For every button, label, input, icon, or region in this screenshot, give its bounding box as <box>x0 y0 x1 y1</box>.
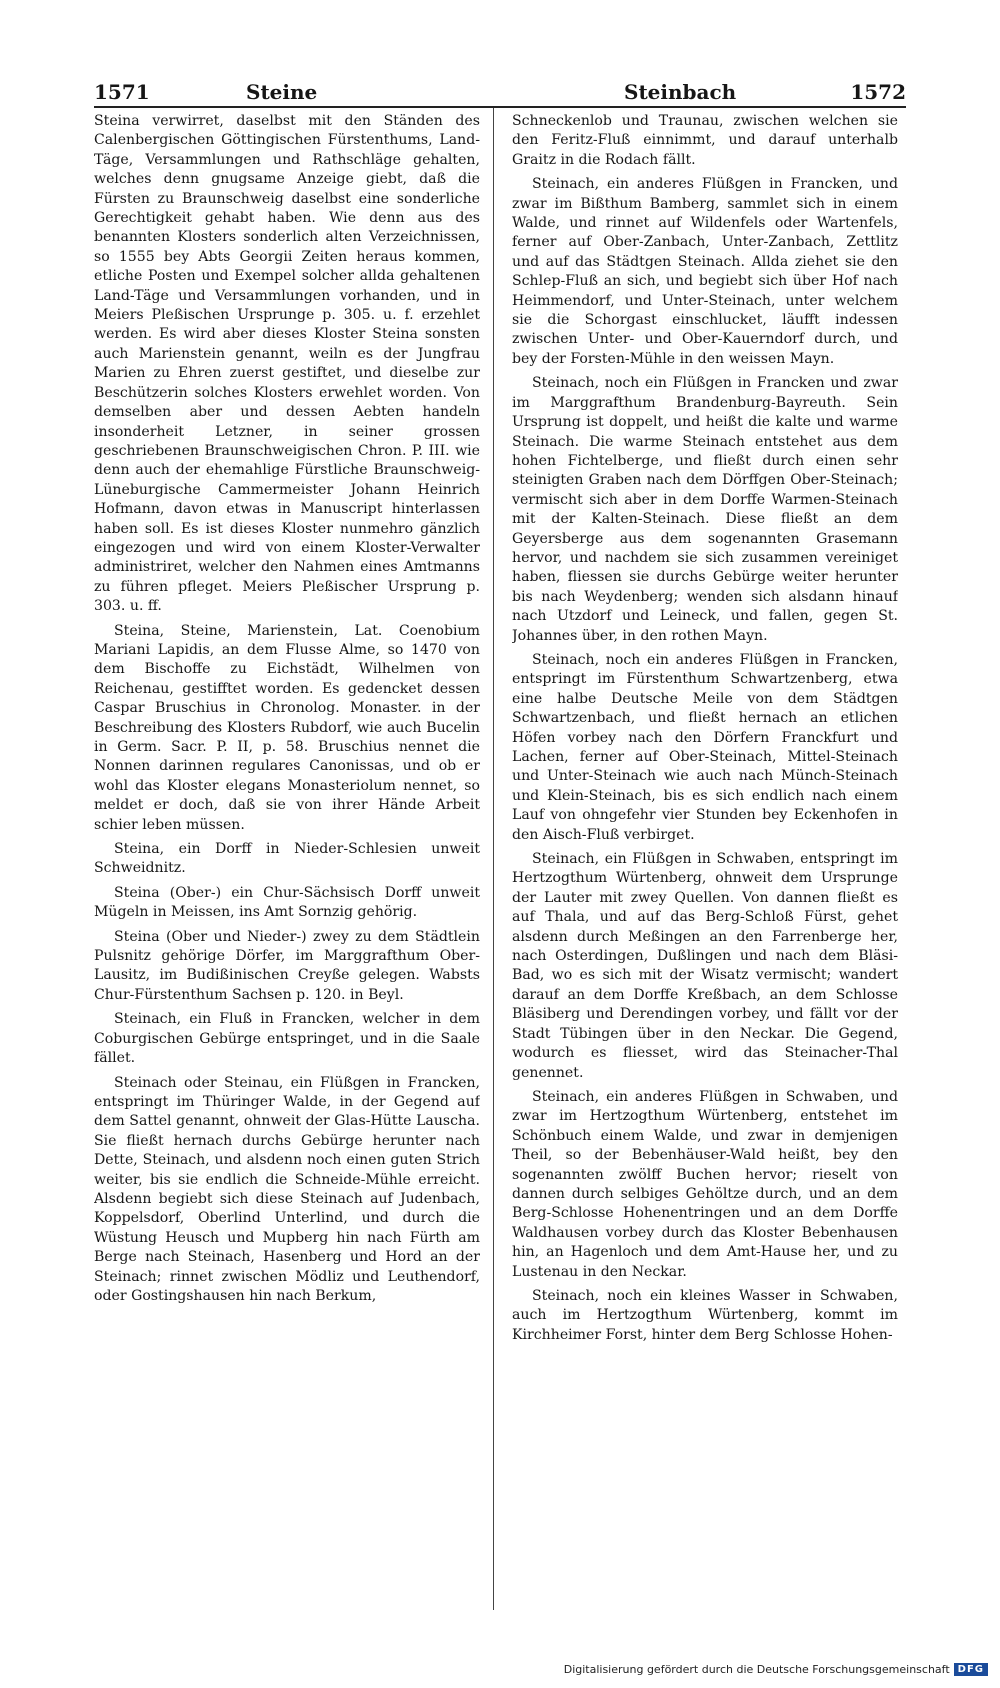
page-number-right: 1572 <box>850 80 906 104</box>
entry-paragraph: Steina, ein Dorff in Nieder-Schlesien unweit Schweidnitz. <box>94 841 480 877</box>
entry-paragraph: Steinach, noch ein kleines Wasser in Schwaben, auch im Hertzogthum Würtenberg, kommt im Kirchheimer Forst, hinter dem Berg Schlosse Hohen- <box>512 1287 898 1343</box>
digitization-credit <box>564 1663 988 1676</box>
column-divider <box>493 108 494 1610</box>
entry-paragraph: Steinach, ein Flüßgen in Schwaben, entspringt im Hertzogthum Würtenberg, ohnweit dem Ursprunge der Lauter mit zwey Quellen. Von dannen fließt es auf Thala, und auf das Berg-Schloß Fürst, gehet alsdenn durch Meßingen an den Farrenberge her, nach Osterdingen, Dußlingen und nach dem Bläsi-Bad, wo es sich mit der Wisatz vermischt; wandert darauf an dem Dorffe Kreßbach, an dem Schlosse Bläsiberg und Derendingen vorbey, und fällt vor der Stadt Tübingen über in den Neckar. Die Gegend, wodurch es fliesset, wird das Steinacher-Thal genennet. <box>512 851 898 1081</box>
running-title-left: Steine <box>246 80 318 104</box>
entry-paragraph: Steina verwirret, daselbst mit den Ständen des Calenbergischen Göttingischen Fürstenthums, Land-Täge, Versammlungen und Rathschläge gehalten, welches denn gnugsame Anzeige giebt, daß die Fürsten zu Braunschweig daselbst eine sonderliche Gerechtigkeit gehabt haben. Wie denn aus des benannten Klosters sonderlich alten Verzeichnissen, so 1555 bey Abts Georgii Zeiten heraus kommen, etliche Posten und Exempel solcher allda gehaltenen Land-Täge und Versammlungen vorhanden, und in Meiers Pleßischen Ursprunge p. 305. u. f. erzehlet werden. Es wird aber dieses Kloster Steina sonsten auch Marienstein genannt, weiln es der Jungfrau Marien zu Ehren zuerst gestiftet, und dieselbe zur Beschützerin solches Klosters erwehlet worden. Von demselben aber und dessen Aebten handeln insonderheit Letzner, in seiner grossen geschriebenen Braunschweigischen Chron. P. III. wie denn auch der ehemahlige Fürstliche Braunschweig-Lüneburgische Cammermeister Johann Heinrich Hofmann, davon etwas in Manuscript hinterlassen haben soll. Es ist dieses Kloster nunmehro gänzlich eingezogen und wird von einem Kloster-Verwalter administriret, welcher den Nahmen eines Amtmanns zu führen pfleget. Meiers Pleßischer Ursprung p. 303. u. ff. <box>94 113 480 615</box>
page-number-left: 1571 <box>94 80 150 104</box>
entry-paragraph: Steinach oder Steinau, ein Flüßgen in Francken, entspringt im Thüringer Walde, in der Gegend auf dem Sattel genannt, ohnweit der Glas-Hütte Lauscha. Sie fließt hernach durchs Gebürge herunter nach Dette, Steinach, und alsdenn noch einen guten Strich weiter, bis sie endlich die Schneide-Mühle erreicht. Alsdenn begiebt sich diese Steinach auf Judenbach, Koppelsdorf, Oberlind Unterlind, und durch die Wüstung Heusch und Mupberg hin nach Fürth am Berge nach Steinach, Hasenberg und Hord an der Steinach; rinnet zwischen Mödliz und Leuthendorf, oder Gostingshausen hin nach Berkum, <box>94 1074 480 1304</box>
entry-paragraph: Steinach, noch ein Flüßgen in Francken und zwar im Marggrafthum Brandenburg-Bayreuth. Sein Ursprung ist doppelt, und heißt die kalte und warme Steinach. Die warme Steinach entstehet aus dem hohen Fichtelberge, und fließt durch einen sehr steinigten Graben nach dem Dörffgen Ober-Steinach; vermischt sich aber in dem Dorffe Warmen-Steinach mit der Kalten-Steinach. Diese fließt an dem Geyersberge aus dem sogenannten Grasemann hervor, und nachdem sie sich zusammen vereiniget haben, fliessen sie durchs Gebürge weiter herunter bis nach Weydenberg; wenden sich alsdann hinauf nach Utzdorf und Leineck, und fallen, gegen St. Johannes über, in den rothen Mayn. <box>512 375 898 644</box>
entry-paragraph: Steinach, noch ein anderes Flüßgen in Francken, entspringt im Fürstenthum Schwartzenberg, etwa eine halbe Deutsche Meile von dem Städtgen Schwartzenbach, und fließt hernach an etlichen Höfen vorbey nach den Dörfern Franckfurt und Lachen, ferner auf Ober-Steinach, Mittel-Steinach und Unter-Steinach wie auch nach Münch-Steinach und Klein-Steinach, bis es sich endlich nach einem Lauf von ohngefehr vier Stunden bey Eckenhofen in den Aisch-Fluß verbirget. <box>512 651 898 843</box>
entry-paragraph: Steina (Ober und Nieder-) zwey zu dem Städtlein Pulsnitz gehörige Dörfer, im Marggrafthum Ober-Lausitz, im Budißinischen Creyße gelegen. Wabsts Chur-Fürstenthum Sachsen p. 120. in Beyl. <box>94 928 480 1003</box>
right-column <box>512 112 898 1602</box>
entry-paragraph: Steinach, ein anderes Flüßgen in Francken, und zwar im Bißthum Bamberg, sammlet sich in einem Walde, und rinnet auf Wildenfels oder Wartenfels, ferner auf Ober-Zanbach, Unter-Zanbach, Zettlitz und auf das Städtgen Steinach. Allda ziehet sie den Schlep-Fluß an sich, und begiebt sich über Hof nach Heimmendorf, und Unter-Steinach, unter welchem sie die Schorgast einschlucket, läufft indessen zwischen Unter- und Ober-Kauerndorf durch, und bey der Forsten-Mühle in den weissen Mayn. <box>512 176 898 367</box>
entry-paragraph: Steina, Steine, Marienstein, Lat. Coenobium Mariani Lapidis, an dem Flusse Alme, so 1470 von dem Bischoffe zu Eichstädt, Wilhelmen von Reichenau, gestifftet worden. Es gedencket dessen Caspar Bruschius in Chronolog. Monaster. in der Beschreibung des Klosters Rubdorf, wie auch Bucelin in Germ. Sacr. P. II, p. 58. Bruschius nennet die Nonnen darinnen regulares Canonissas, und ob er wohl das Kloster elegans Monasteriolum nennet, so meldet er doch, daß sie von ihrer Hände Arbeit schier leben müssen. <box>94 622 480 833</box>
credit-text: Digitalisierung gefördert durch die Deutsche Forschungsgemeinschaft <box>563 1663 950 1676</box>
entry-paragraph: Steinach, ein anderes Flüßgen in Schwaben, und zwar im Hertzogthum Würtenberg, entstehet im Schönbuch einem Walde, und zwar in demjenigen Theil, so der Bebenhäuser-Wald heißt, bey den sogenannten zwölff Buchen hervor; rieselt von dannen durch selbiges Gehöltze durch, und an dem Berg-Schlosse Hohenentringen und an dem Dorffe Waldhausen vorbey durch das Kloster Bebenhausen hin, an Hagenloch und dem Amt-Hause her, und zu Lustenau in den Neckar. <box>512 1088 898 1280</box>
left-column <box>94 112 480 1602</box>
header-rule <box>94 106 906 108</box>
entry-paragraph: Steinach, ein Fluß in Francken, welcher in dem Coburgischen Gebürge entspringet, und in die Saale fället. <box>94 1011 480 1067</box>
entry-paragraph: Schneckenlob und Traunau, zwischen welchen sie den Feritz-Fluß einnimmt, und darauf unterhalb Graitz in die Rodach fällt. <box>512 113 898 168</box>
entry-paragraph: Steina (Ober-) ein Chur-Sächsisch Dorff unweit Mügeln in Meissen, ins Amt Sornzig gehörig. <box>94 884 480 921</box>
running-title-right: Steinbach <box>624 80 737 104</box>
dfg-logo-icon: DFG <box>954 1663 988 1676</box>
